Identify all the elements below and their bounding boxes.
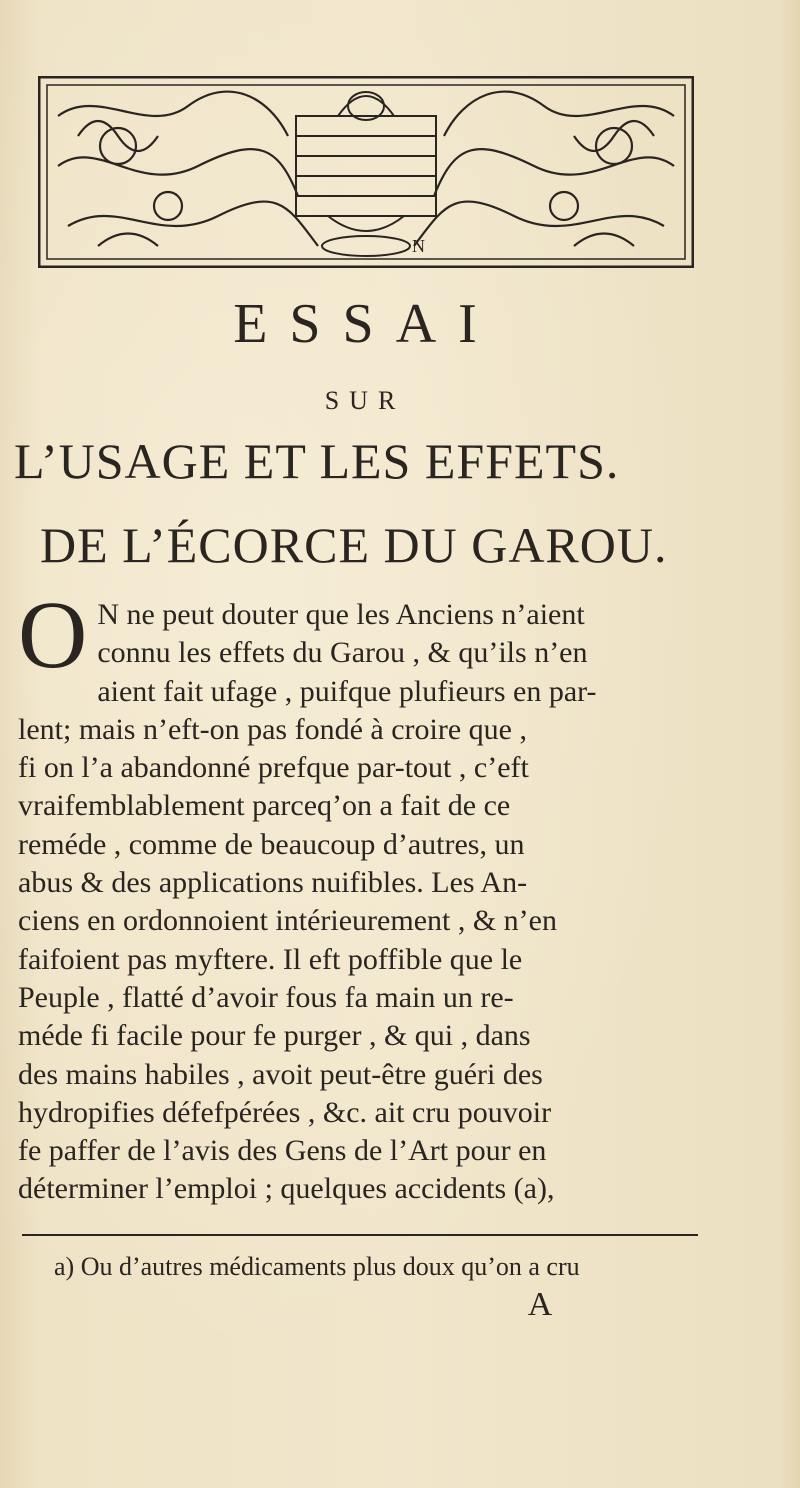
body-line: déterminer l’emploi ; quelques accidents (a), (18, 1172, 555, 1206)
headpiece-monogram: N (412, 236, 425, 256)
body-line: fi on l’a abandonné prefque par-tout , c’eft (18, 751, 529, 785)
body-line: fe paffer de l’avis des Gens de l’Art pour en (18, 1134, 547, 1168)
body-line: des mains habiles , avoit peut-être guéri des (18, 1057, 543, 1091)
body-paragraph (18, 581, 694, 1209)
body-line: hydropifies défefpérées , &c. ait cru pouvoir (18, 1095, 552, 1129)
title-usage-effets: L’USAGE ET LES EFFETS. (14, 433, 620, 489)
body-line: aient fait ufage , puifque plufieurs en par- (97, 674, 597, 708)
body-line: lent; mais n’eft-on pas fondé à croire que , (18, 712, 527, 746)
body-line: N ne peut douter que les Anciens n’aient (97, 598, 585, 631)
body-line: connu les effets du Garou , & qu’ils n’en (97, 636, 588, 670)
footnote-rule (22, 1234, 698, 1236)
title-sur: SUR (324, 386, 406, 415)
body-line: méde fi facile pour fe purger , & qui , dans (18, 1019, 531, 1053)
title-essai: ESSAI (233, 293, 499, 355)
footnote: a) Ou d’autres médicaments plus doux qu’on a cru (54, 1252, 580, 1281)
body-line: Peuple , flatté d’avoir fous fa main un re- (18, 980, 514, 1014)
title-ecorce-garou: DE L’ÉCORCE DU GAROU. (40, 517, 668, 573)
drop-cap: O (18, 581, 88, 688)
body-line: abus & des applications nuifibles. Les An- (18, 866, 528, 900)
signature-mark: A (527, 1286, 553, 1323)
body-line: faifoient pas myftere. Il eft poffible que le (18, 942, 523, 976)
ornamental-headpiece (38, 76, 694, 268)
body-line: vraifemblablement parceq’on a fait de ce (18, 789, 511, 823)
body-line: reméde , comme de beaucoup d’autres, un (18, 827, 525, 861)
body-line: ciens en ordonnoient intérieurement , & n’en (18, 904, 557, 938)
